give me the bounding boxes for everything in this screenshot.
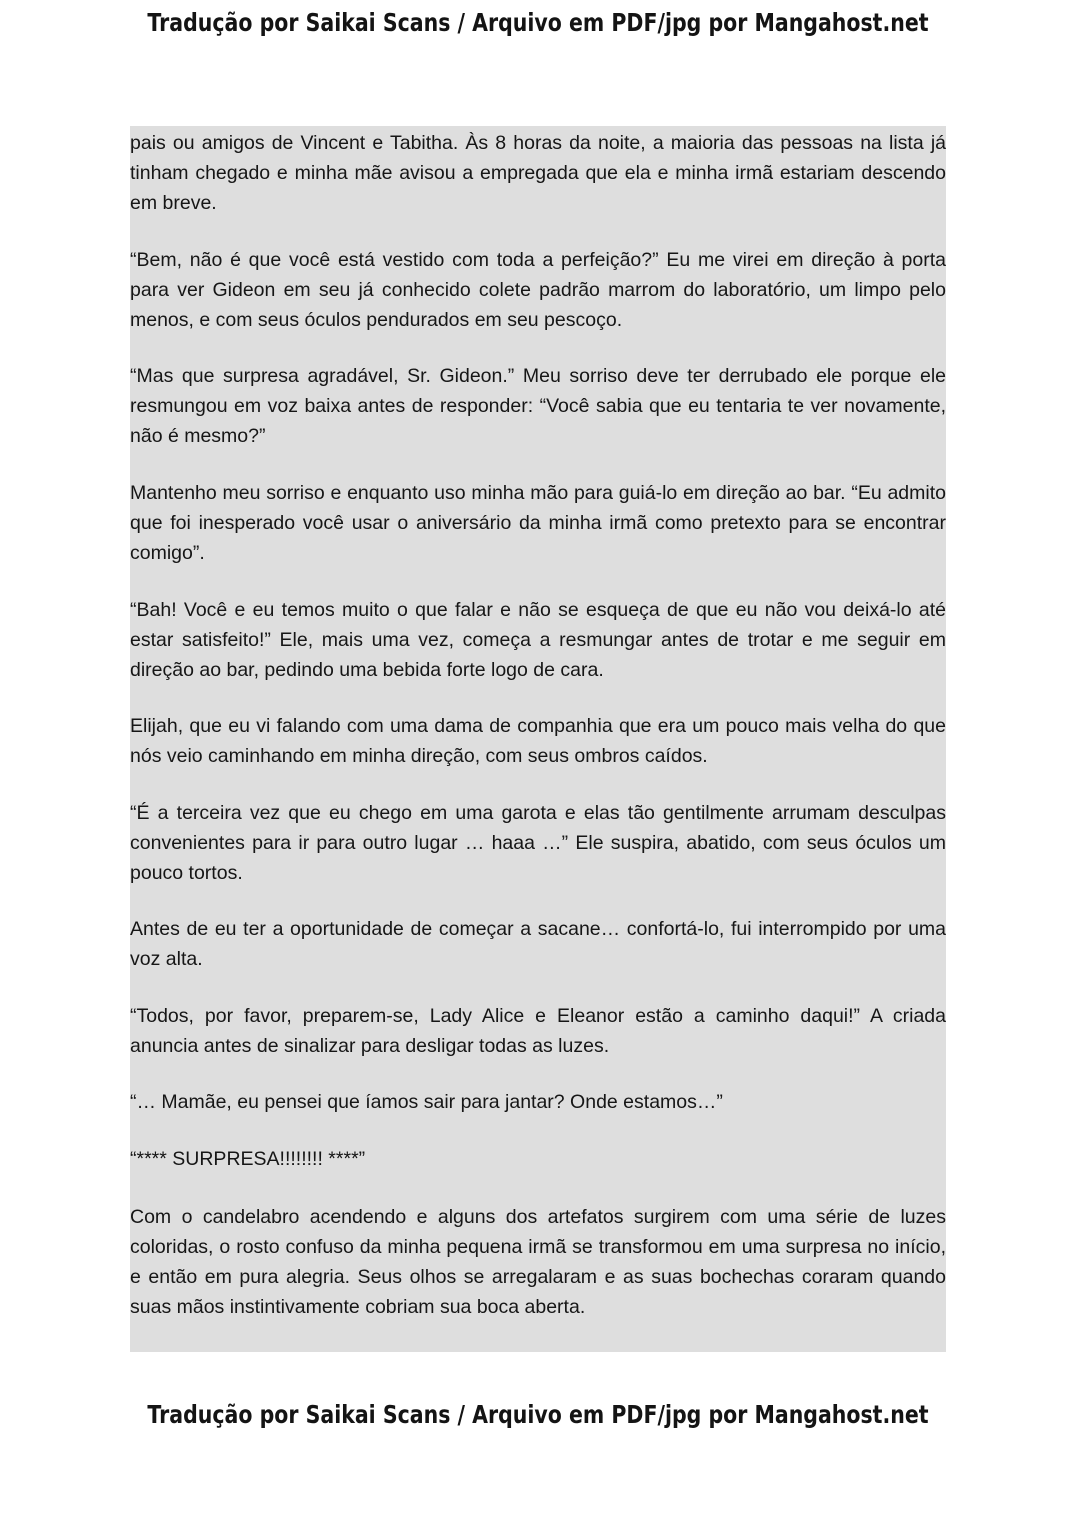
- paragraph: Elijah, que eu vi falando com uma dama de companhia que era um pouco mais velha do que nós veio caminhando em minha direção, com seus ombros caídos.: [130, 715, 946, 767]
- text-block: [130, 126, 946, 1352]
- paragraph: “Todos, por favor, preparem-se, Lady Alice e Eleanor estão a caminho daqui!” A criada anuncia antes de sinalizar para desligar todas as luzes.: [130, 1005, 946, 1057]
- paragraph: “Bah! Você e eu temos muito o que falar e não se esqueça de que eu não vou deixá-lo até estar satisfeito!” Ele, mais uma vez, começa a resmungar antes de trotar e me seguir em direção ao bar, pedindo uma bebida forte logo de cara.: [130, 599, 946, 681]
- page-footer: Tradução por Saikai Scans / Arquivo em PDF/jpg por Mangahost.net: [147, 1400, 929, 1429]
- paragraph: “Bem, não é que você está vestido com toda a perfeição?” Eu me virei em direção à porta para ver Gideon em seu já conhecido colete padrão marrom do laboratório, um limpo pelo menos, e com seus óculos pendurados em seu pescoço.: [130, 249, 946, 331]
- paragraph: Com o candelabro acendendo e alguns dos artefatos surgirem com uma série de luzes coloridas, o rosto confuso da minha pequena irmã se transformou em uma surpresa no início, e então em pura alegria. Seus olhos se arregalaram e as suas bochechas coraram quando suas mãos instintivamente cobriam sua boca aberta.: [130, 1206, 946, 1318]
- paragraph: Antes de eu ter a oportunidade de começar a sacane… confortá-lo, fui interrompido por uma voz alta.: [130, 918, 946, 970]
- paragraph: “… Mamãe, eu pensei que íamos sair para jantar? Onde estamos…”: [130, 1091, 723, 1113]
- paragraph: “É a terceira vez que eu chego em uma garota e elas tão gentilmente arrumam desculpas convenientes para ir para outro lugar … haaa …” Ele suspira, abatido, com seus óculos um pouco tortos.: [130, 802, 946, 884]
- paragraph: pais ou amigos de Vincent e Tabitha. Às 8 horas da noite, a maioria das pessoas na lista já tinham chegado e minha mãe avisou a empregada que ela e minha irmã estariam descendo em breve.: [130, 132, 946, 214]
- paragraph: “Mas que surpresa agradável, Sr. Gideon.” Meu sorriso deve ter derrubado ele porque ele resmungou em voz baixa antes de responder: “Você sabia que eu tentaria te ver novamente, não é mesmo?”: [130, 365, 946, 447]
- page-header: Tradução por Saikai Scans / Arquivo em PDF/jpg por Mangahost.net: [147, 8, 929, 37]
- paragraph: “**** SURPRESA!!!!!!!! ****”: [130, 1148, 366, 1170]
- paragraph: Mantenho meu sorriso e enquanto uso minha mão para guiá-lo em direção ao bar. “Eu admito que foi inesperado você usar o aniversário da minha irmã como pretexto para se encontrar comigo”.: [130, 482, 946, 564]
